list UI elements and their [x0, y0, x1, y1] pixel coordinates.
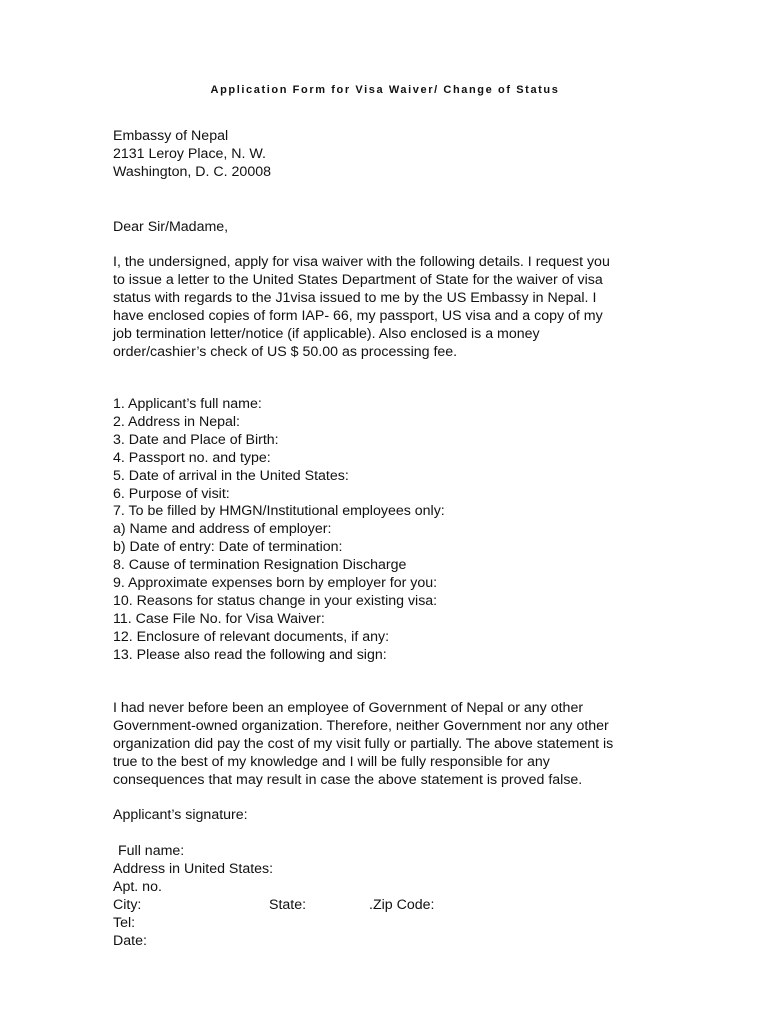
paragraph-line: I, the undersigned, apply for visa waiver with the following details. I request you: [113, 254, 610, 270]
salutation: Dear Sir/Madame,: [113, 219, 229, 235]
apt-label: Apt. no.: [113, 878, 162, 895]
address-line: Washington, D. C. 20008: [113, 163, 271, 180]
list-item: 6. Purpose of visit:: [113, 485, 230, 502]
request-paragraph: [113, 254, 658, 361]
address-line: 2131 Leroy Place, N. W.: [113, 145, 266, 162]
form-items-list: [113, 396, 658, 665]
list-item: 2. Address in Nepal:: [113, 413, 240, 430]
list-item: 9. Approximate expenses born by employer for you:: [113, 575, 438, 592]
list-item: b) Date of entry: Date of termination:: [113, 539, 343, 556]
list-item: 1. Applicant’s full name:: [113, 396, 262, 412]
address-line: Embassy of Nepal: [113, 128, 229, 144]
address-us-label: Address in United States:: [113, 860, 274, 877]
paragraph-line: I had never before been an employee of Government of Nepal or any other: [113, 700, 584, 716]
paragraph-line: consequences that may result in case the above statement is proved false.: [113, 771, 583, 788]
declaration-paragraph: [113, 700, 658, 790]
list-item: 13. Please also read the following and sign:: [113, 646, 387, 663]
paragraph-line: have enclosed copies of form IAP- 66, my passport, US visa and a copy of my: [113, 307, 603, 324]
date-label: Date:: [113, 932, 147, 949]
document-title: Application Form for Visa Waiver/ Change of Status: [210, 84, 560, 96]
city-state-zip-row: [113, 897, 658, 915]
list-item: 8. Cause of termination Resignation Discharge: [113, 557, 407, 574]
list-item: a) Name and address of employer:: [113, 521, 332, 538]
paragraph-line: Government-owned organization. Therefore, neither Government nor any other: [113, 717, 609, 734]
list-item: 4. Passport no. and type:: [113, 449, 271, 466]
applicant-details: [113, 843, 658, 950]
city-label: City:: [113, 896, 142, 913]
full-name-label: Full name:: [118, 843, 185, 859]
list-item: 10. Reasons for status change in your existing visa:: [113, 592, 438, 609]
list-item: 5. Date of arrival in the United States:: [113, 467, 349, 484]
paragraph-line: to issue a letter to the United States Department of State for the waiver of visa: [113, 271, 603, 288]
list-item: 7. To be filled by HMGN/Institutional employees only:: [113, 503, 445, 520]
list-item: 11. Case File No. for Visa Waiver:: [113, 610, 325, 627]
paragraph-line: job termination letter/notice (if applicable). Also enclosed is a money: [113, 325, 540, 342]
paragraph-line: status with regards to the J1visa issued to me by the US Embassy in Nepal. I: [113, 289, 597, 306]
embassy-address: [113, 128, 658, 182]
tel-label: Tel:: [113, 914, 136, 931]
list-item: 12. Enclosure of relevant documents, if any:: [113, 628, 390, 645]
zip-code-label: .Zip Code:: [369, 896, 435, 913]
state-label: State:: [269, 896, 307, 913]
list-item: 3. Date and Place of Birth:: [113, 431, 279, 448]
paragraph-line: true to the best of my knowledge and I will be fully responsible for any: [113, 753, 550, 770]
paragraph-line: order/cashier’s check of US $ 50.00 as processing fee.: [113, 343, 458, 360]
paragraph-line: organization did pay the cost of my visit fully or partially. The above statement is: [113, 735, 614, 752]
signature-label: Applicant’s signature:: [113, 807, 248, 823]
